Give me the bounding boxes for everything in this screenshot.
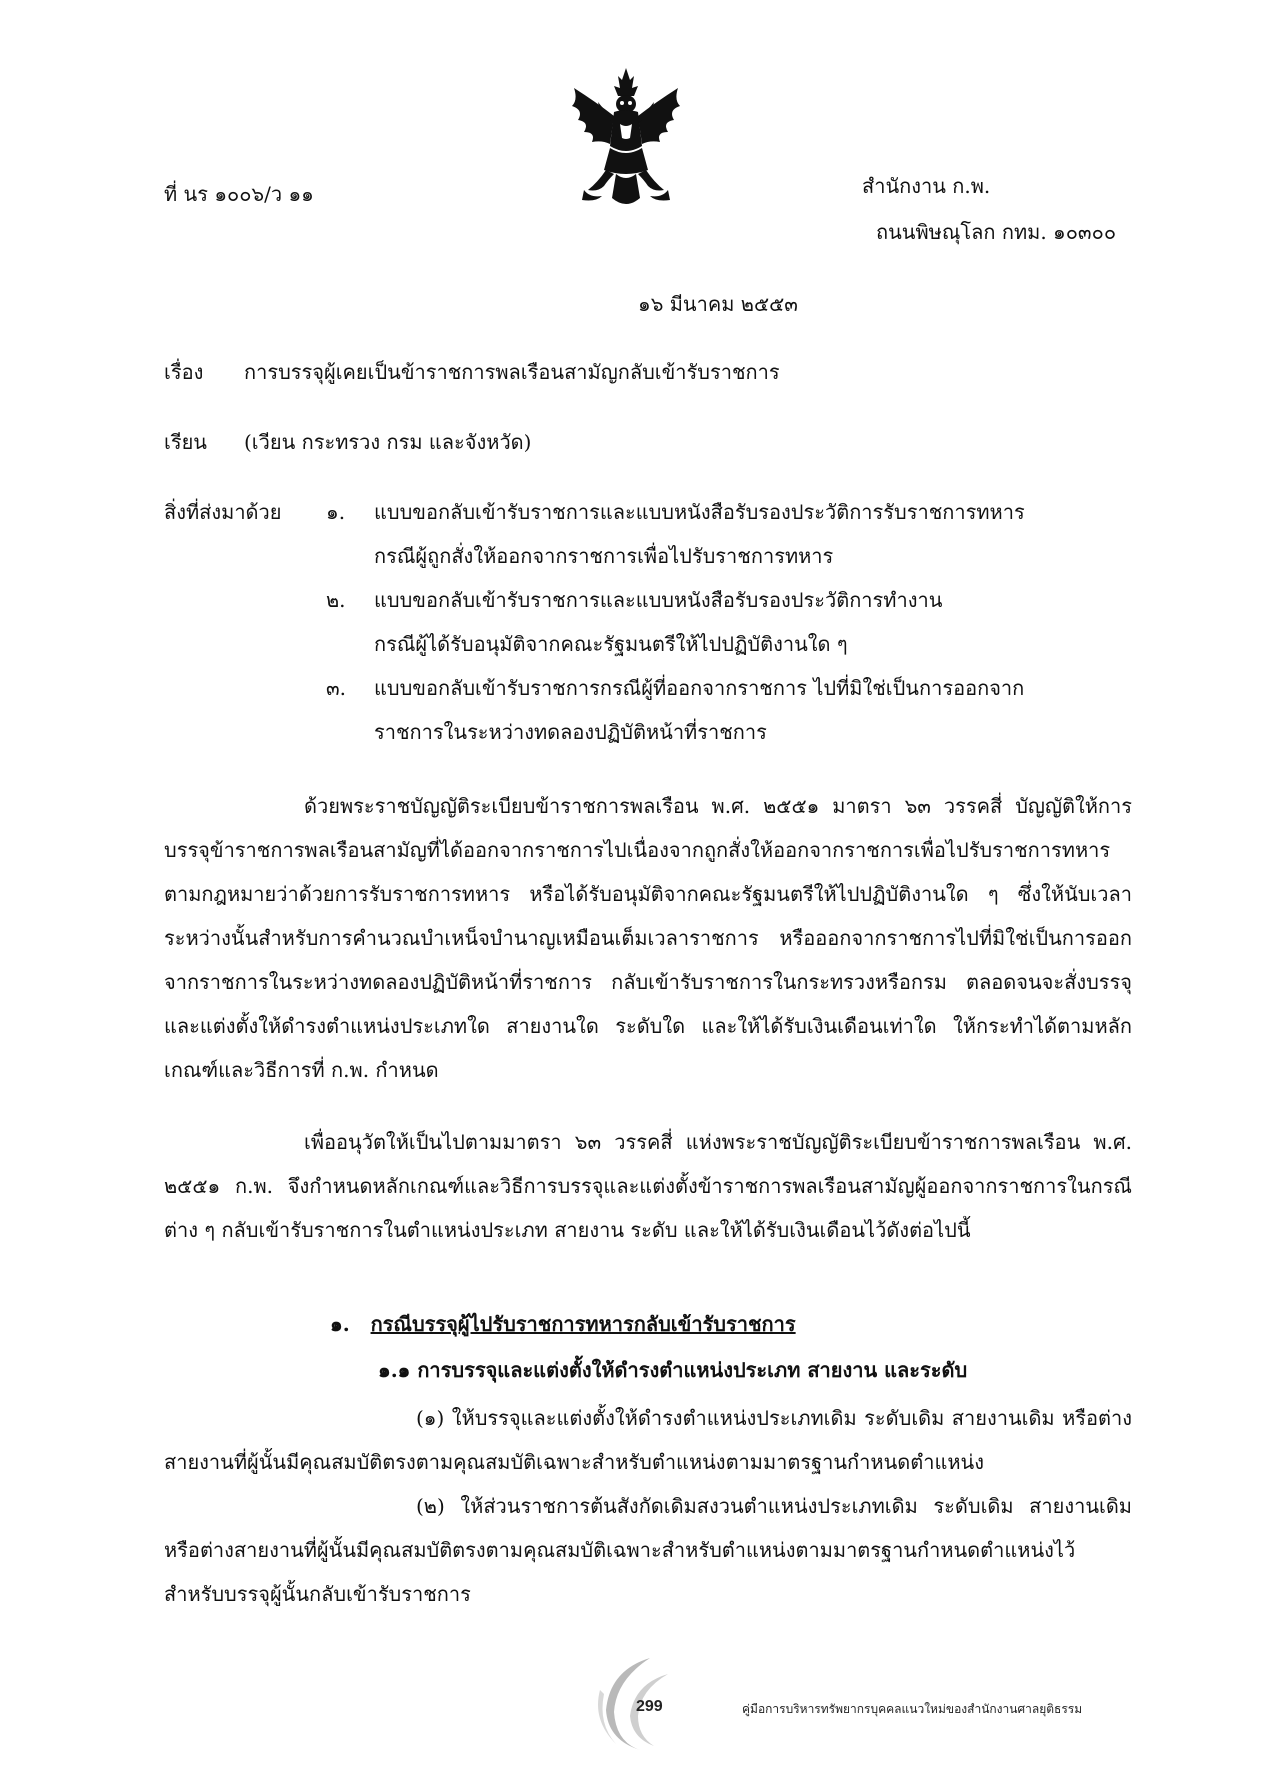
paragraph-text: ด้วยพระราชบัญญัติระเบียบข้าราชการพลเรือน พ.ศ. ๒๕๕๑ มาตรา ๖๓ วรรคสี่ บัญญัติให้การบรรจุข้าราชการพลเรือนสามัญที่ได้ออกจากราชการไปเนื่องจากถูกสั่งให้ออกจากราชการเพื่อไปรับราชการทหารตามกฎหมายว่าด้วยการรับราชการทหาร หรือได้รับอนุมัติจากคณะรัฐมนตรีให้ไปปฏิบัติงานใด ๆ ซึ่งให้นับเวลาระหว่างนั้นสำหรับการคำนวณบำเหน็จบำนาญเหมือนเต็มเวลาราชการ หรือออกจากราชการไปที่มิใช่เป็นการออกจากราชการในระหว่างทดลองปฏิบัติหน้าที่ราชการ กลับเข้ารับราชการในกระทรวงหรือกรม ตลอดจนจะสั่งบรรจุและแต่งตั้งให้ดำรงตำแหน่งประเภทใด สายงานใด ระดับใด และให้ได้รับเงินเดือนเท่าใด ให้กระทำได้ตามหลักเกณฑ์และวิธีการที่ ก.พ. กำหนด (164, 794, 1132, 1082)
body-paragraph-1 (164, 784, 1132, 1092)
subject-line (164, 358, 780, 386)
footer-title: คู่มือการบริหารทรัพยากรบุคคลแนวใหม่ของสำนักงานศาลยุติธรรม (742, 1702, 1083, 1716)
document-date: ๑๖ มีนาคม ๒๕๕๓ (638, 292, 798, 316)
recipient-label: เรียน (164, 430, 207, 454)
subject-text: การบรรจุผู้เคยเป็นข้าราชการพลเรือนสามัญกลับเข้ารับราชการ (244, 360, 780, 384)
enclosure-number: ๒. (326, 588, 346, 612)
clause-text: (๒) ให้ส่วนราชการต้นสังกัดเดิมสงวนตำแหน่งประเภทเดิม ระดับเดิม สายงานเดิม หรือต่างสายงานที่ผู้นั้นมีคุณสมบัติตรงตามคุณสมบัติเฉพาะสำหรับตำแหน่งตามมาตรฐานกำหนดตำแหน่งไว้สำหรับบรรจุผู้นั้นกลับเข้ารับราชการ (164, 1494, 1132, 1606)
subsection-heading: ๑.๑ การบรรจุและแต่งตั้งให้ดำรงตำแหน่งประเภท สายงาน และระดับ (378, 1358, 968, 1382)
enclosures-label: สิ่งที่ส่งมาด้วย (164, 500, 282, 524)
recipient-text: (เวียน กระทรวง กรม และจังหวัด) (244, 430, 532, 454)
enclosure-text-line: กรณีผู้ถูกสั่งให้ออกจากราชการเพื่อไปรับราชการทหาร (374, 544, 834, 568)
enclosure-text-line: ราชการในระหว่างทดลองปฏิบัติหน้าที่ราชการ (374, 720, 767, 744)
section-heading-1 (330, 1310, 796, 1338)
document-reference-number: ที่ นร ๑๐๐๖/ว ๑๑ (164, 182, 314, 206)
garuda-emblem-icon (568, 66, 684, 214)
clause-1 (164, 1396, 1132, 1484)
clause-text: (๑) ให้บรรจุและแต่งตั้งให้ดำรงตำแหน่งประเภทเดิม ระดับเดิม สายงานเดิม หรือต่างสายงานที่ผู้นั้นมีคุณสมบัติตรงตามคุณสมบัติเฉพาะสำหรับตำแหน่งตามมาตรฐานกำหนดตำแหน่ง (164, 1406, 1132, 1474)
enclosure-number: ๓. (326, 676, 347, 700)
section-number: ๑. (330, 1312, 350, 1336)
enclosure-text-line: กรณีผู้ได้รับอนุมัติจากคณะรัฐมนตรีให้ไปปฏิบัติงานใด ๆ (374, 632, 848, 656)
clause-2 (164, 1484, 1132, 1616)
page-number: 299 (636, 1698, 663, 1715)
body-paragraph-2 (164, 1120, 1132, 1252)
recipient-line (164, 428, 531, 456)
enclosure-text-line: แบบขอกลับเข้ารับราชการและแบบหนังสือรับรองประวัติการรับราชการทหาร (374, 500, 1025, 524)
subject-label: เรื่อง (164, 360, 204, 384)
enclosure-text-line: แบบขอกลับเข้ารับราชการกรณีผู้ที่ออกจากราชการ ไปที่มิใช่เป็นการออกจาก (374, 676, 1025, 700)
paragraph-text: เพื่ออนุวัตให้เป็นไปตามมาตรา ๖๓ วรรคสี่ แห่งพระราชบัญญัติระเบียบข้าราชการพลเรือน พ.ศ. ๒๕๕๑ ก.พ. จึงกำหนดหลักเกณฑ์และวิธีการบรรจุและแต่งตั้งข้าราชการพลเรือนสามัญผู้ออกจากราชการในกรณีต่าง ๆ กลับเข้ารับราชการในตำแหน่งประเภท สายงาน ระดับ และให้ได้รับเงินเดือนไว้ดังต่อไปนี้ (164, 1130, 1132, 1242)
office-name: สำนักงาน ก.พ. (862, 174, 991, 198)
section-title: กรณีบรรจุผู้ไปรับราชการทหารกลับเข้ารับราชการ (370, 1312, 796, 1336)
enclosure-number: ๑. (326, 500, 346, 524)
enclosure-text-line: แบบขอกลับเข้ารับราชการและแบบหนังสือรับรองประวัติการทำงาน (374, 588, 943, 612)
footer-swirl-logo-icon (580, 1650, 690, 1760)
office-address: ถนนพิษณุโลก กทม. ๑๐๓๐๐ (876, 220, 1117, 244)
